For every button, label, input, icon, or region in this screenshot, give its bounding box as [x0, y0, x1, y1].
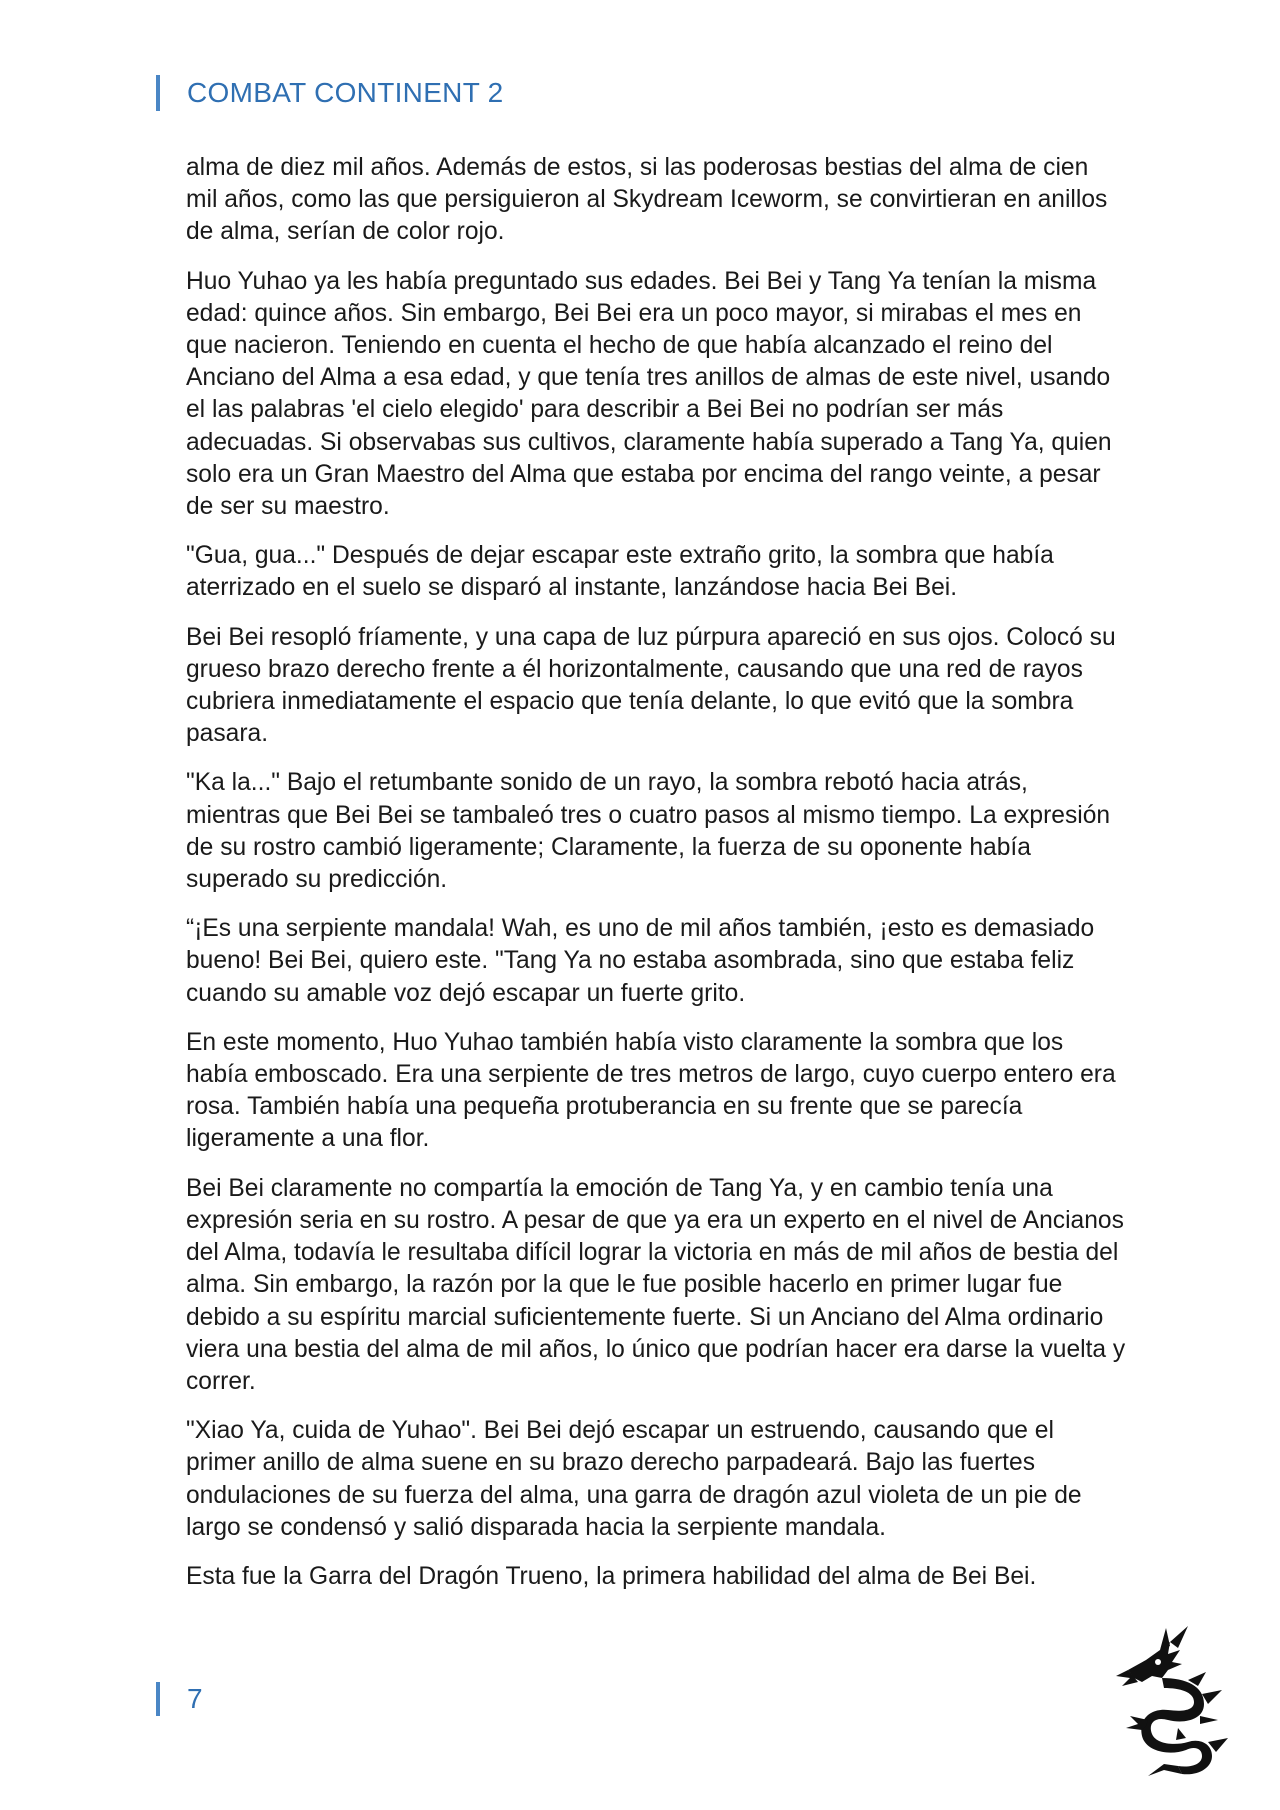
paragraph: “¡Es una serpiente mandala! Wah, es uno de mil años también, ¡esto es demasiado bueno! Bei Bei, quiero este. "Tang Ya no estaba asombrada, sino que estaba feliz cuando su amable voz dejó escapar un fuerte grito.	[186, 915, 1095, 1007]
header-accent-bar	[156, 75, 160, 111]
book-title: COMBAT CONTINENT 2	[187, 77, 504, 108]
paragraph: Bei Bei claramente no compartía la emoción de Tang Ya, y en cambio tenía una expresión seria en su rostro. A pesar de que ya era un experto en el nivel de Ancianos del Alma, todavía le resultaba difícil lograr la victoria en más de mil años de bestia del alma. Sin embargo, la razón por la que le fue posible hacerlo en primer lugar fue debido a su espíritu marcial suficientemente fuerte. Si un Anciano del Alma ordinario viera una bestia del alma de mil años, lo único que podrían hacer era darse la vuelta y correr.	[186, 1174, 1126, 1395]
paragraph: Bei Bei resopló fríamente, y una capa de luz púrpura apareció en sus ojos. Colocó su grueso brazo derecho frente a él horizontalmente, causando que una red de rayos cubriera inmediatamente el espacio que tenía delante, lo que evitó que la sombra pasara.	[186, 623, 1116, 748]
paragraph: Esta fue la Garra del Dragón Trueno, la primera habilidad del alma de Bei Bei.	[186, 1562, 1037, 1590]
page-header	[156, 74, 504, 112]
paragraph: "Ka la..." Bajo el retumbante sonido de un rayo, la sombra rebotó hacia atrás, mientras que Bei Bei se tambaleó tres o cuatro pasos al mismo tiempo. La expresión de su rostro cambió ligeramente; Claramente, la fuerza de su oponente había superado su predicción.	[186, 769, 1111, 894]
dragon-icon	[1108, 1620, 1238, 1780]
paragraph: "Gua, gua..." Después de dejar escapar este extraño grito, la sombra que había aterrizado en el suelo se disparó al instante, lanzándose hacia Bei Bei.	[186, 542, 1054, 602]
page-number: 7	[187, 1683, 203, 1714]
paragraph: "Xiao Ya, cuida de Yuhao". Bei Bei dejó escapar un estruendo, causando que el primer anillo de alma suene en su brazo derecho parpadeará. Bajo las fuertes ondulaciones de su fuerza del alma, una garra de dragón azul violeta de un pie de largo se condensó y salió disparada hacia la serpiente mandala.	[186, 1417, 1082, 1541]
footer-accent-bar	[156, 1682, 160, 1716]
paragraph: En este momento, Huo Yuhao también había visto claramente la sombra que los había emboscado. Era una serpiente de tres metros de largo, cuyo cuerpo entero era rosa. También había una pequeña protuberancia en su frente que se parecía ligeramente a una flor.	[186, 1028, 1116, 1153]
paragraph: Huo Yuhao ya les había preguntado sus edades. Bei Bei y Tang Ya tenían la misma edad: quince años. Sin embargo, Bei Bei era un poco mayor, si mirabas el mes en que nacieron. Teniendo en cuenta el hecho de que había alcanzado el reino del Anciano del Alma a esa edad, y que tenía tres anillos de almas de este nivel, usando el las palabras 'el cielo elegido' para describir a Bei Bei no podrían ser más adecuadas. Si observabas sus cultivos, claramente había superado a Tang Ya, quien solo era un Gran Maestro del Alma que estaba por encima del rango veinte, a pesar de ser su maestro.	[186, 267, 1112, 521]
page-footer	[156, 1682, 203, 1716]
paragraph: alma de diez mil años. Además de estos, si las poderosas bestias del alma de cien mil años, como las que persiguieron al Skydream Iceworm, se convirtieran en anillos de alma, serían de color rojo.	[186, 154, 1108, 246]
chapter-body	[186, 152, 1126, 1610]
